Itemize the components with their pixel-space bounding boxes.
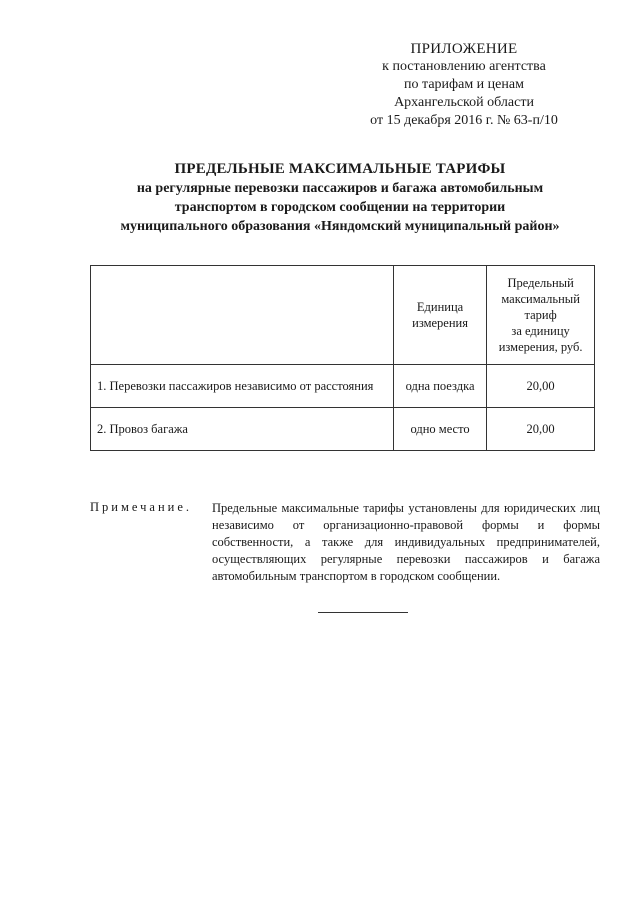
row-value-cell: 20,00 xyxy=(487,365,595,408)
appendix-line: Архангельской области xyxy=(394,95,534,110)
note-label: Примечание. xyxy=(90,500,193,514)
title-main: ПРЕДЕЛЬНЫЕ МАКСИМАЛЬНЫЕ ТАРИФЫ xyxy=(174,161,506,177)
row-unit-cell: одно место xyxy=(393,408,486,451)
appendix-line: по тарифам и ценам xyxy=(404,77,524,92)
header-unit-cell xyxy=(393,266,486,365)
appendix-block xyxy=(344,40,584,130)
header-value-line: тариф xyxy=(524,308,557,322)
table-header-row xyxy=(91,266,595,365)
row-value-cell: 20,00 xyxy=(487,408,595,451)
row-name-cell: 2. Провоз багажа xyxy=(91,408,394,451)
header-value-line: за единицу xyxy=(511,324,570,338)
document-title xyxy=(70,160,610,236)
row-unit-cell: одна поездка xyxy=(393,365,486,408)
tariffs-table xyxy=(90,265,595,451)
title-line: на регулярные перевозки пассажиров и багажа автомобильным xyxy=(136,181,544,196)
title-line: муниципального образования «Няндомский муниципальный район» xyxy=(120,219,560,234)
table-row xyxy=(91,365,595,408)
table-row xyxy=(91,408,595,451)
title-line: транспортом в городском сообщении на территории xyxy=(174,200,506,215)
header-unit-line: Единица xyxy=(416,300,464,314)
header-value-line: Предельный xyxy=(507,276,574,290)
header-unit-line: измерения xyxy=(412,316,468,330)
note-text: Предельные максимальные тарифы установлены для юридических лиц независимо от организационно-правовой формы и формы собственности, а также для индивидуальных предпринимателей, осуществляющих регулярные перевозки пассажиров и багажа автомобильным транспортом в городском сообщении. xyxy=(212,501,600,583)
appendix-heading: ПРИЛОЖЕНИЕ xyxy=(410,41,518,57)
appendix-date-line: от 15 декабря 2016 г. № 63-п/10 xyxy=(370,113,558,128)
appendix-line: к постановлению агентства xyxy=(382,59,546,74)
header-value-line: измерения, руб. xyxy=(498,340,583,354)
row-name-cell: 1. Перевозки пассажиров независимо от расстояния xyxy=(91,365,394,408)
header-value-line: максимальный xyxy=(501,292,580,306)
header-value-cell xyxy=(487,266,595,365)
end-divider xyxy=(318,612,408,613)
header-name-cell xyxy=(91,266,394,365)
